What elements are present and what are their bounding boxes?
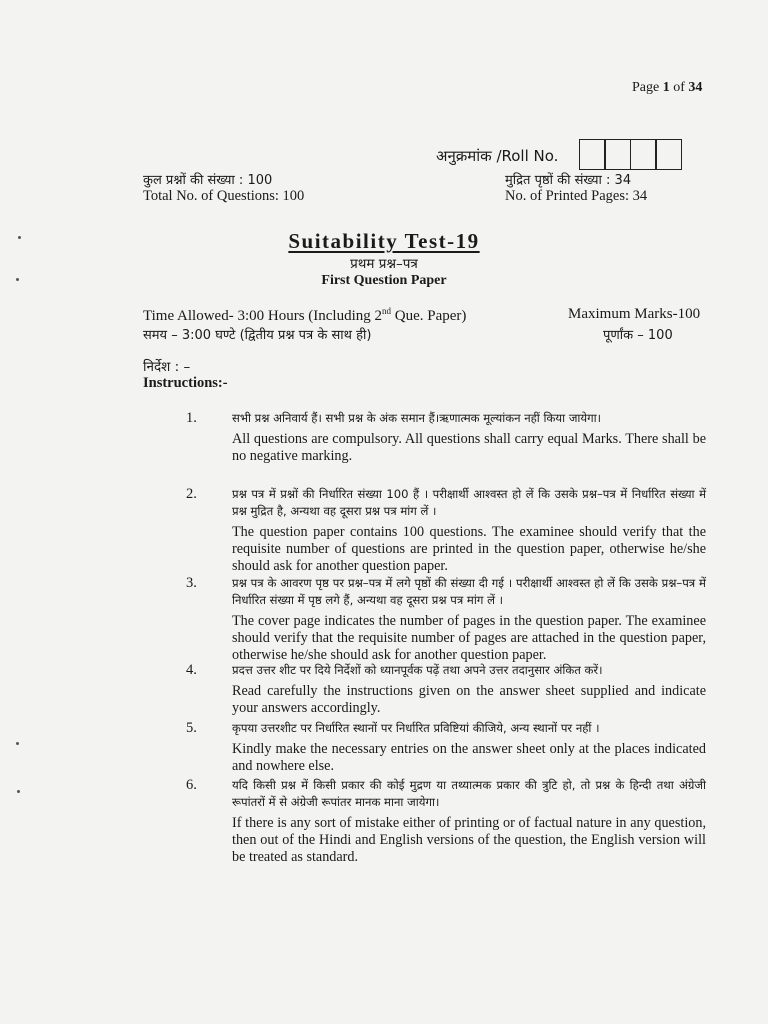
instruction-hindi: प्रश्न पत्र के आवरण पृष्ठ पर प्रश्न–पत्र में लगे पृष्ठों की संख्या दी गई । परीक्षार्थी आश्वस्त हो लें कि उसके प्रश्न–पत्र में निर्धारित संख्या में पृष्ठ लगे हैं, अन्यथा वह दूसरा प्रश्न पत्र मांग लें । [232, 576, 706, 607]
time-allowed-text: Time Allowed- 3:00 Hours (Including 2 [143, 308, 383, 324]
roll-number-box[interactable] [630, 139, 657, 170]
paper-subtitle-hindi: प्रथम प्रश्न–पत्र [350, 256, 418, 272]
printed-pages-english: No. of Printed Pages: 34 [505, 188, 648, 204]
instruction-number: 5. [186, 720, 197, 736]
roll-number-boxes[interactable] [580, 139, 682, 170]
scan-speck [16, 278, 19, 281]
page-current: 1 [662, 80, 670, 95]
maximum-marks-english: Maximum Marks-100 [568, 306, 701, 322]
roll-number-box[interactable] [604, 139, 631, 170]
instruction-english: Read carefully the instructions given on the answer sheet supplied and indicate your answers accordingly. [232, 683, 706, 716]
scan-speck [17, 790, 20, 793]
instruction-number: 2. [186, 486, 197, 502]
instruction-number: 1. [186, 410, 197, 426]
instruction-hindi: कृपया उत्तरशीट पर निर्धारित स्थानों पर निर्धारित प्रविष्टियां कीजिये, अन्य स्थानों पर नहीं । [232, 721, 600, 735]
instruction-english: The question paper contains 100 questions. The examinee should verify that the requisite number of questions are printed in the question paper, otherwise he/she should ask for another question paper. [232, 524, 706, 574]
scan-speck [18, 236, 21, 239]
instruction-hindi: सभी प्रश्न अनिवार्य हैं। सभी प्रश्न के अंक समान हैं।ऋणात्मक मूल्यांकन नहीं किया जायेगा। [232, 411, 602, 425]
instruction-english: Kindly make the necessary entries on the answer sheet only at the places indicated and nowhere else. [232, 741, 706, 774]
scan-speck [16, 742, 19, 745]
instruction-number: 3. [186, 575, 197, 591]
maximum-marks-hindi: पूर्णांक – 100 [603, 328, 673, 343]
roll-number-label: अनुक्रमांक /Roll No. [436, 147, 559, 165]
directions-heading-english: Instructions:- [143, 375, 228, 391]
instruction-english: If there is any sort of mistake either of printing or of factual nature in any question, then out of the Hindi and English versions of the question, the English version will be treated as standard. [232, 815, 706, 865]
instruction-english: All questions are compulsory. All questions shall carry equal Marks. There shall be no negative marking. [232, 431, 706, 464]
page-total: 34 [688, 80, 703, 95]
page-number [632, 80, 702, 96]
roll-number-box[interactable] [655, 139, 682, 170]
instruction-hindi: यदि किसी प्रश्न में किसी प्रकार की कोई मुद्रण या तथ्यात्मक प्रकार की त्रुटि हो, तो प्रश्न के हिन्दी तथा अंग्रेजी रूपांतरों में से अंग्रेजी रूपांतर मानक माना जायेगा। [232, 778, 706, 809]
instruction-hindi: प्रदत्त उत्तर शीट पर दिये निर्देशों को ध्यानपूर्वक पढ़ें तथा अपने उत्तर तदानुसार अंकित करें। [232, 663, 603, 677]
directions-heading-hindi: निर्देश : – [143, 359, 191, 375]
page-prefix: Page [632, 80, 663, 95]
total-questions-english: Total No. of Questions: 100 [143, 188, 305, 204]
roll-number-box[interactable] [579, 139, 606, 170]
total-questions-hindi: कुल प्रश्नों की संख्या : 100 [143, 173, 273, 188]
instruction-number: 4. [186, 662, 197, 678]
paper-title-text: Suitability Test-19 [288, 229, 480, 253]
ordinal-suffix: nd [382, 306, 392, 316]
paper-subtitle-english: First Question Paper [321, 273, 447, 288]
printed-pages-hindi: मुद्रित पृष्ठों की संख्या : 34 [505, 173, 632, 188]
time-allowed-hindi: समय – 3:00 घण्टे (द्वितीय प्रश्न पत्र के साथ ही) [143, 328, 372, 343]
page-of: of [669, 80, 689, 95]
instruction-number: 6. [186, 777, 197, 793]
paper-title [0, 229, 768, 254]
time-allowed-suffix: Que. Paper) [391, 308, 467, 324]
time-allowed-english [143, 306, 466, 325]
instruction-hindi: प्रश्न पत्र में प्रश्नों की निर्धारित संख्या 100 हैं । परीक्षार्थी आश्वस्त हो लें कि उसके प्रश्न–पत्र में निर्धारित संख्या में प्रश्न मुद्रित है, अन्यथा वह दूसरा प्रश्न पत्र मांग लें । [232, 487, 706, 518]
instruction-english: The cover page indicates the number of pages in the question paper. The examinee should verify that the requisite number of pages are attached in the question paper, otherwise he/she should ask for another question paper. [232, 613, 706, 663]
